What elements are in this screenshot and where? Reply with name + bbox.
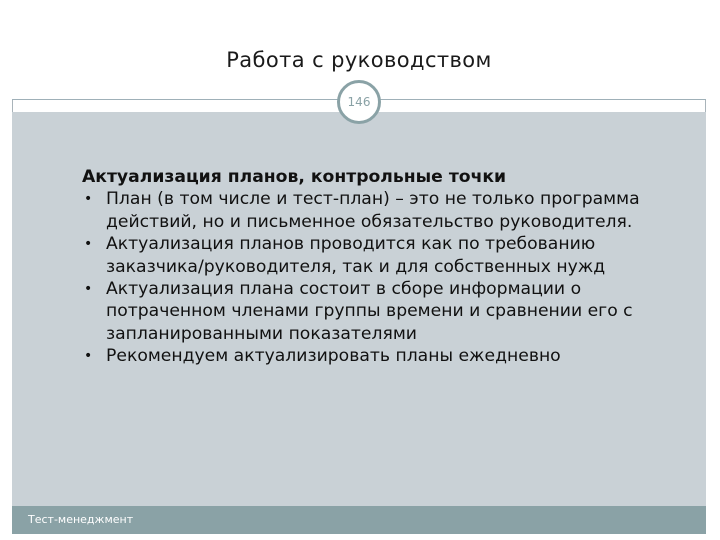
bullet-item	[82, 345, 662, 367]
bullet-icon: •	[84, 191, 93, 208]
bullet-icon: •	[84, 348, 93, 365]
footer-text: Тест-менеджмент	[28, 513, 134, 526]
footer-bar	[12, 506, 706, 534]
slide-title: Работа с руководством	[226, 48, 492, 72]
bullet-item	[82, 233, 662, 278]
bullet-text: План (в том числе и тест-план) – это не только программа действий, но и письменное обязательство руководителя.	[106, 189, 640, 232]
bullet-item	[82, 278, 662, 345]
page-number-badge	[337, 80, 381, 124]
page-number: 146	[347, 95, 371, 109]
bullet-list	[82, 188, 662, 367]
bullet-item	[82, 188, 662, 233]
slide-body	[82, 166, 662, 368]
bullet-icon: •	[84, 281, 93, 298]
bullet-text: Актуализация планов проводится как по требованию заказчика/руководителя, так и для собственных нужд	[106, 234, 606, 277]
bullet-text: Актуализация плана состоит в сборе информации о потраченном членами группы времени и сравнении его с запланированными показателями	[106, 279, 633, 344]
slide-heading: Актуализация планов, контрольные точки	[82, 167, 507, 187]
bullet-icon: •	[84, 236, 93, 253]
bullet-text: Рекомендуем актуализировать планы ежедневно	[106, 346, 561, 367]
